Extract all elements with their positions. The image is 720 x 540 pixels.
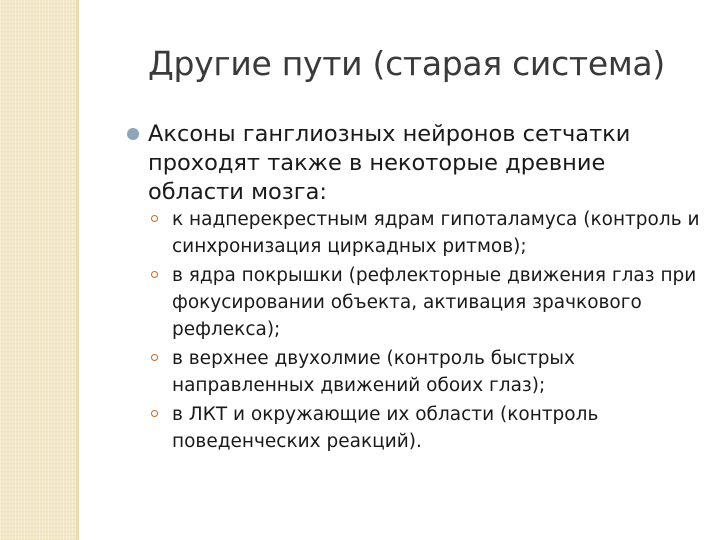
hollow-circle-bullet-icon <box>151 410 158 417</box>
side-band-edge <box>76 0 79 540</box>
decorative-side-band <box>0 0 76 540</box>
sub-bullet-text: в ядра покрышки (рефлекторные движения глаз при фокусировании объекта, активация зрачкового рефлекса); <box>172 265 697 340</box>
hollow-circle-bullet-icon <box>151 215 158 222</box>
sub-bullet-text: в ЛКТ и окружающие их области (контроль поведенческих реакций). <box>172 404 599 452</box>
slide-title: Другие пути (старая система) <box>148 44 665 83</box>
hollow-circle-bullet-icon <box>151 271 158 278</box>
sub-bullet-text: в верхнее двухолмие (контроль быстрых направленных движений обоих глаз); <box>172 348 575 396</box>
filled-circle-bullet-icon <box>127 128 139 140</box>
sub-bullet-item <box>172 262 717 343</box>
hollow-circle-bullet-icon <box>151 354 158 361</box>
sub-bullet-item <box>172 345 717 399</box>
sub-bullet-list <box>172 206 717 457</box>
sub-bullet-item <box>172 206 717 260</box>
sub-bullet-item <box>172 401 717 455</box>
sub-bullet-text: к надперекрестным ядрам гипоталамуса (контроль и синхронизация циркадных ритмов); <box>172 209 700 257</box>
main-bullet-text: Аксоны ганглиозных нейронов сетчатки проходят также в некоторые древние области мозга: <box>148 121 631 205</box>
